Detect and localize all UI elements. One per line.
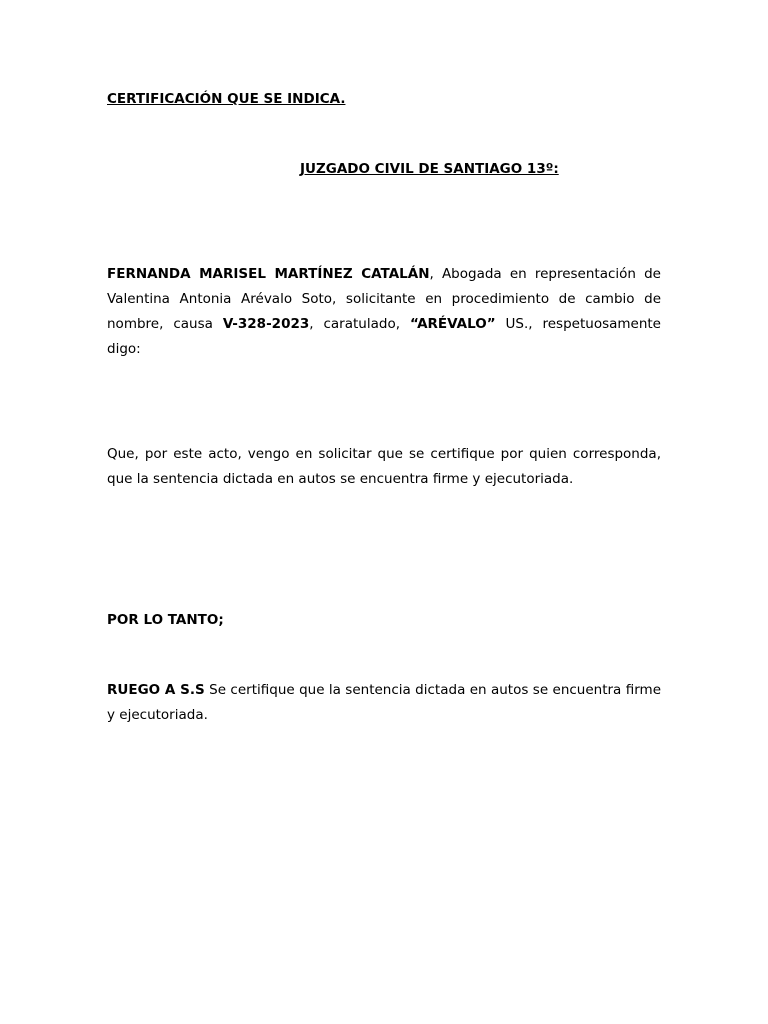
request-paragraph: Que, por este acto, vengo en solicitar que se certifique por quien corresponda, que la sentencia dictada en autos se encuentra firme y ejecutoriada.	[107, 446, 661, 487]
intro-text-3: US., respetuosamente digo:	[107, 316, 661, 357]
lawyer-name: FERNANDA MARISEL MARTÍNEZ CATALÁN	[107, 266, 430, 282]
intro-paragraph	[107, 262, 661, 362]
case-caption: “ARÉVALO”	[409, 316, 496, 332]
court-heading: JUZGADO CIVIL DE SANTIAGO 13º:	[300, 161, 559, 177]
intro-text-2: , caratulado,	[309, 316, 410, 332]
therefore-heading: POR LO TANTO;	[107, 612, 224, 628]
intro-text-1: , Abogada en representación de Valentina Antonia Arévalo Soto, solicitante en procedimiento de cambio de nombre, causa	[107, 266, 661, 332]
closing-paragraph	[107, 678, 661, 728]
closing-text: Se certifique que la sentencia dictada en autos se encuentra firme y ejecutoriada.	[107, 682, 661, 723]
case-number: V-328-2023	[222, 316, 310, 332]
closing-lead: RUEGO A S.S	[107, 682, 205, 698]
document-heading: CERTIFICACIÓN QUE SE INDICA.	[107, 91, 346, 107]
